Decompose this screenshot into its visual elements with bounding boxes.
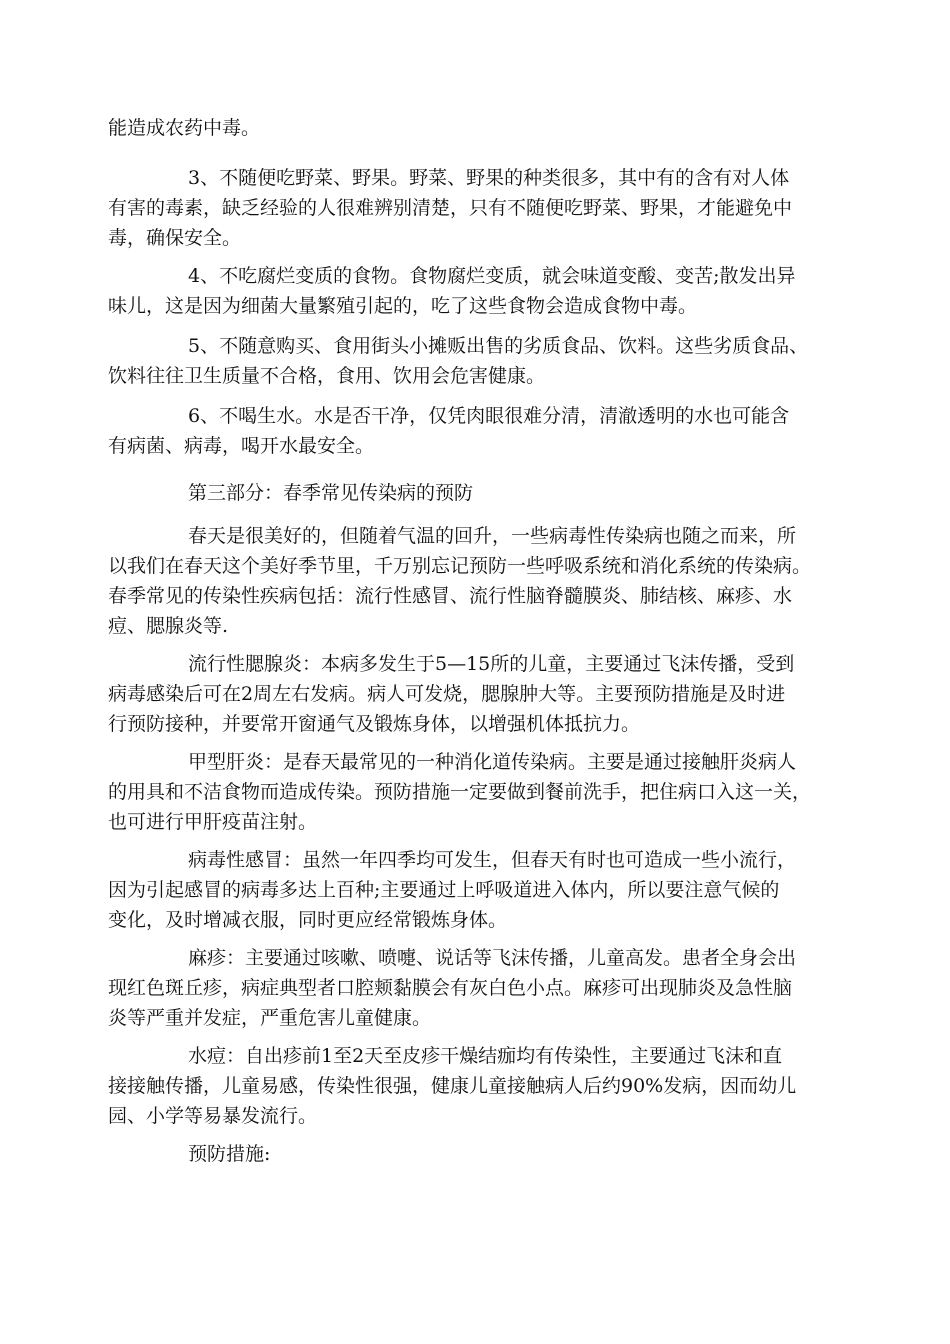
text-line: 4、不吃腐烂变质的食物。食物腐烂变质，就会味道变酸、变苦;散发出异 <box>188 265 796 287</box>
text-line: 甲型肝炎：是春天最常见的一种消化道传染病。主要是通过接触肝炎病人 <box>188 751 797 773</box>
text-line: 6、不喝生水。水是否干净，仅凭肉眼很难分清，清澈透明的水也可能含 <box>188 405 790 427</box>
text-line: 炎等严重并发症，严重危害儿童健康。 <box>108 1007 432 1029</box>
paragraph-prevention-heading <box>108 1139 270 1169</box>
text-line: 5、不随意购买、食用街头小摊贩出售的劣质食品、饮料。这些劣质食品、 <box>188 335 809 357</box>
text-line: 春天是很美好的，但随着气温的回升，一些病毒性传染病也随之而来，所 <box>188 525 797 547</box>
text-line: 也可进行甲肝疫苗注射。 <box>108 811 318 833</box>
section-title: 第三部分：春季常见传染病的预防 <box>188 482 474 504</box>
text-line: 接接触传播，儿童易感，传染性很强，健康儿童接触病人后约90%发病，因而幼儿 <box>108 1075 797 1097</box>
text-line: 能造成农药中毒。 <box>108 117 261 139</box>
paragraph-item-4 <box>108 261 796 321</box>
paragraph-item-3 <box>108 163 792 253</box>
text-line: 水痘：自出疹前1至2天至皮疹干燥结痂均有传染性，主要通过飞沫和直 <box>188 1045 783 1067</box>
paragraph-item-5 <box>108 331 808 391</box>
text-line: 以我们在春天这个美好季节里，千万别忘记预防一些呼吸系统和消化系统的传染病。 <box>108 555 812 577</box>
paragraph-continuation <box>108 113 260 143</box>
paragraph-spring-intro <box>108 521 811 641</box>
text-line: 3、不随便吃野菜、野果。野菜、野果的种类很多，其中有的含有对人体 <box>188 167 790 189</box>
text-line: 病毒性感冒：虽然一年四季均可发生，但春天有时也可造成一些小流行， <box>188 849 797 871</box>
text-line: 味儿，这是因为细菌大量繁殖引起的，吃了这些食物会造成食物中毒。 <box>108 295 698 317</box>
text-line: 现红色斑丘疹，病症典型者口腔颊黏膜会有灰白色小点。麻疹可出现肺炎及急性脑 <box>108 977 793 999</box>
text-line: 园、小学等易暴发流行。 <box>108 1105 318 1127</box>
text-line: 毒，确保安全。 <box>108 227 242 249</box>
text-line: 有病菌、病毒，喝开水最安全。 <box>108 435 375 457</box>
text-line: 有害的毒素，缺乏经验的人很难辨别清楚，只有不随便吃野菜、野果，才能避免中 <box>108 197 793 219</box>
text-line: 饮料往往卫生质量不合格，食用、饮用会危害健康。 <box>108 365 546 387</box>
paragraph-item-6 <box>108 401 789 461</box>
text-line: 因为引起感冒的病毒多达上百种;主要通过上呼吸道进入体内，所以要注意气候的 <box>108 879 780 901</box>
paragraph-hepatitis-a <box>108 747 811 837</box>
paragraph-mumps <box>108 649 794 739</box>
paragraph-viral-flu <box>108 845 796 935</box>
section-heading <box>108 478 473 508</box>
text-line: 春季常见的传染性疾病包括：流行性感冒、流行性脑脊髓膜炎、肺结核、麻疹、水 <box>108 585 793 607</box>
text-line: 变化，及时增减衣服，同时更应经常锻炼身体。 <box>108 909 508 931</box>
text-line: 病毒感染后可在2周左右发病。病人可发烧，腮腺肿大等。主要预防措施是及时进 <box>108 683 786 705</box>
text-line: 预防措施: <box>188 1143 271 1165</box>
text-line: 麻疹：主要通过咳嗽、喷嚏、说话等飞沫传播，儿童高发。患者全身会出 <box>188 947 797 969</box>
text-line: 的用具和不洁食物而造成传染。预防措施一定要做到餐前洗手，把住病口入这一关， <box>108 781 812 803</box>
paragraph-measles <box>108 943 796 1033</box>
text-line: 痘、腮腺炎等. <box>108 615 229 637</box>
text-line: 流行性腮腺炎：本病多发生于5—15所的儿童，主要通过飞沫传播，受到 <box>188 653 795 675</box>
text-line: 行预防接种，并要常开窗通气及锻炼身体，以增强机体抵抗力。 <box>108 713 641 735</box>
paragraph-chickenpox <box>108 1041 796 1131</box>
